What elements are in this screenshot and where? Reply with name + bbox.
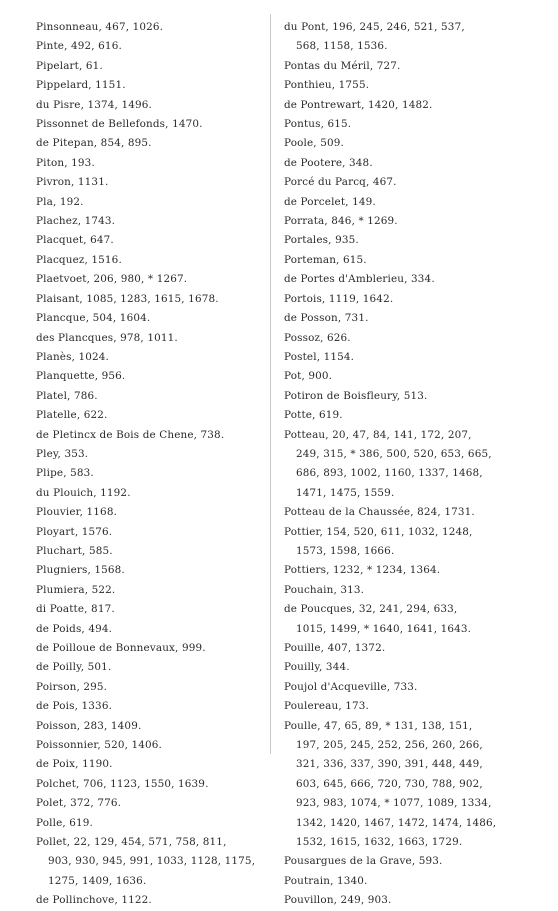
index-entry (284, 134, 544, 153)
index-entry-continuation: 1471, 1475, 1559. (296, 486, 395, 499)
index-entry (36, 387, 264, 406)
index-entry (36, 96, 264, 115)
index-entry-text: Potte, 619. (284, 409, 343, 422)
index-entry-text: de Pollinchove, 1122. (36, 894, 152, 907)
index-entry (284, 115, 544, 134)
index-entry (36, 523, 264, 542)
column-divider (270, 14, 271, 754)
index-entry (36, 193, 264, 212)
index-entry-text: du Pisre, 1374, 1496. (36, 98, 152, 111)
index-entry-text: Ponthieu, 1755. (284, 79, 370, 92)
index-entry (36, 115, 264, 134)
index-entry-continuation: 197, 205, 245, 252, 256, 260, 266, (296, 739, 483, 752)
index-entry-text: Poutrain, 1340. (284, 874, 368, 887)
index-entry (284, 193, 544, 212)
index-entry-text: de Pitepan, 854, 895. (36, 137, 152, 150)
index-entry-text: Pley, 353. (36, 447, 89, 460)
index-entry (36, 37, 264, 56)
index-entry-text: Potteau de la Chaussée, 824, 1731. (284, 506, 475, 519)
index-entry-text: Planès, 1024. (36, 350, 109, 363)
index-entry-text: de Poix, 1190. (36, 758, 113, 771)
index-entry (284, 503, 544, 522)
index-entry (284, 57, 544, 76)
index-entry (36, 794, 264, 813)
index-entry-text: de Pontrewart, 1420, 1482. (284, 98, 433, 111)
index-entry-text: de Poilly, 501. (36, 661, 112, 674)
index-entry (36, 348, 264, 367)
index-entry-text: Poisson, 283, 1409. (36, 719, 142, 732)
index-entry-text: Placquez, 1516. (36, 253, 122, 266)
index-entry-text: Pivron, 1131. (36, 176, 109, 189)
index-entry (36, 367, 264, 386)
index-entry-text: Pippelard, 1151. (36, 79, 126, 92)
index-entry-text: du Pont, 196, 245, 246, 521, 537, (284, 21, 465, 33)
index-entry (36, 309, 264, 328)
index-entry (284, 561, 544, 580)
index-entry-text: de Poucques, 32, 241, 294, 633, (284, 603, 458, 616)
index-entry (36, 329, 264, 348)
index-entry (36, 270, 264, 289)
index-entry-text: du Plouich, 1192. (36, 486, 131, 499)
index-entry-text: Pissonnet de Bellefonds, 1470. (36, 118, 203, 131)
index-entry-text: Plipe, 583. (36, 467, 94, 480)
index-entry-continuation: 686, 893, 1002, 1160, 1337, 1468, (296, 467, 483, 480)
index-entry (36, 561, 264, 580)
index-entry-text: Pollet, 22, 129, 454, 571, 758, 811, (36, 836, 227, 849)
index-entry-text: de Pletincx de Bois de Chene, 738. (36, 428, 225, 441)
index-entry-text: de Poilloue de Bonnevaux, 999. (36, 642, 206, 654)
index-entry (284, 852, 544, 871)
index-entry-text: Plachez, 1743. (36, 215, 116, 228)
index-entry (36, 406, 264, 425)
index-entry-text: Poujol d'Acqueville, 733. (284, 680, 418, 693)
index-entry (284, 270, 544, 289)
index-entry (36, 212, 264, 231)
index-entry-continuation: 568, 1158, 1536. (296, 40, 388, 53)
index-entry-text: Pontas du Méril, 727. (284, 59, 401, 72)
index-entry (36, 697, 264, 716)
index-entry-text: Pontus, 615. (284, 118, 352, 131)
index-entry (36, 173, 264, 192)
index-entry-text: Platelle, 622. (36, 409, 108, 422)
index-entry (36, 755, 264, 774)
index-entry (36, 814, 264, 833)
index-entry-text: Pinsonneau, 467, 1026. (36, 21, 164, 33)
index-entry-text: Pottier, 154, 520, 611, 1032, 1248, (284, 525, 473, 538)
index-entry (284, 678, 544, 697)
index-entry-text: Pottiers, 1232, * 1234, 1364. (284, 564, 441, 577)
index-entry (284, 18, 544, 57)
index-entry (284, 96, 544, 115)
index-entry-text: Pluchart, 585. (36, 544, 113, 557)
index-entry-text: Poole, 509. (284, 137, 344, 150)
index-entry-text: Planquette, 956. (36, 370, 126, 383)
index-entry (284, 872, 544, 891)
index-entry-text: di Poatte, 817. (36, 603, 115, 616)
index-entry (36, 620, 264, 639)
index-entry (36, 678, 264, 697)
index-entry-text: Portales, 935. (284, 234, 359, 247)
index-entry-text: Polet, 372, 776. (36, 797, 122, 810)
index-entry (284, 697, 544, 716)
index-entry-text: Plaisant, 1085, 1283, 1615, 1678. (36, 292, 219, 305)
index-entry-text: Pla, 192. (36, 195, 84, 208)
index-entry-continuation: 249, 315, * 386, 500, 520, 653, 665, (296, 447, 492, 460)
index-entry-text: Piton, 193. (36, 156, 95, 169)
index-entry (36, 639, 264, 658)
index-entry-text: de Pootere, 348. (284, 156, 373, 169)
index-entry-text: des Plancques, 978, 1011. (36, 331, 178, 344)
index-entry (36, 600, 264, 619)
index-entry (284, 231, 544, 250)
index-entry-text: Poissonnier, 520, 1406. (36, 739, 162, 752)
index-entry (36, 57, 264, 76)
index-entry (36, 154, 264, 173)
index-entry (36, 426, 264, 445)
index-entry (36, 484, 264, 503)
index-entry (284, 581, 544, 600)
index-entry-text: Pot, 900. (284, 370, 333, 383)
index-entry-text: Placquet, 647. (36, 234, 114, 247)
index-column-right (284, 18, 544, 911)
index-entry (36, 231, 264, 250)
index-entry-text: Platel, 786. (36, 389, 98, 402)
index-entry-continuation: 1532, 1615, 1632, 1663, 1729. (296, 836, 463, 849)
index-entry-text: Plugniers, 1568. (36, 564, 125, 577)
index-entry-continuation: 903, 930, 945, 991, 1033, 1128, 1175, (48, 855, 256, 868)
index-entry (36, 542, 264, 561)
index-entry-text: Pouchain, 313. (284, 583, 365, 596)
index-entry-text: de Portes d'Amblerieu, 334. (284, 273, 435, 286)
index-entry (284, 212, 544, 231)
index-entry (36, 464, 264, 483)
index-entry (36, 18, 264, 37)
index-entry-text: Pipelart, 61. (36, 59, 103, 72)
index-entry-text: Plaetvoet, 206, 980, * 1267. (36, 273, 188, 286)
index-entry-continuation: 1275, 1409, 1636. (48, 874, 147, 887)
index-entry (284, 406, 544, 425)
index-entry-text: Polchet, 706, 1123, 1550, 1639. (36, 777, 209, 790)
index-entry-text: Polle, 619. (36, 816, 94, 829)
index-entry-text: Poulereau, 173. (284, 700, 369, 713)
index-entry (284, 600, 544, 639)
index-entry (36, 833, 264, 891)
index-entry-text: Poirson, 295. (36, 680, 108, 693)
index-entry-continuation: 321, 336, 337, 390, 391, 448, 449, (296, 758, 483, 771)
index-entry-text: de Posson, 731. (284, 312, 369, 325)
index-entry (284, 658, 544, 677)
index-entry-continuation: 603, 645, 666, 720, 730, 788, 902, (296, 777, 483, 790)
index-entry (284, 76, 544, 95)
index-entry (284, 290, 544, 309)
index-entry-text: Ployart, 1576. (36, 525, 113, 538)
index-entry (36, 134, 264, 153)
index-entry (284, 717, 544, 853)
index-entry (284, 426, 544, 504)
index-entry (36, 581, 264, 600)
index-entry-text: Plancque, 504, 1604. (36, 312, 151, 325)
index-entry (284, 387, 544, 406)
index-entry-text: Plumiera, 522. (36, 583, 116, 596)
index-entry-text: Possoz, 626. (284, 331, 351, 344)
index-entry-continuation: 1573, 1598, 1666. (296, 544, 395, 557)
index-entry (284, 173, 544, 192)
index-entry (284, 251, 544, 270)
index-entry (284, 309, 544, 328)
index-entry (36, 717, 264, 736)
index-entry-text: Poulle, 47, 65, 89, * 131, 138, 151, (284, 719, 473, 732)
index-entry (284, 639, 544, 658)
index-entry (36, 251, 264, 270)
index-entry (284, 523, 544, 562)
index-entry-text: Porrata, 846, * 1269. (284, 215, 398, 228)
index-entry-text: Potteau, 20, 47, 84, 141, 172, 207, (284, 428, 472, 441)
index-entry-text: Pouille, 407, 1372. (284, 642, 386, 654)
index-entry-continuation: 923, 983, 1074, * 1077, 1089, 1334, (296, 797, 492, 810)
index-entry-text: Pousargues de la Grave, 593. (284, 855, 443, 868)
index-entry-text: Potiron de Boisfleury, 513. (284, 389, 428, 402)
index-entry-text: de Porcelet, 149. (284, 195, 376, 208)
index-entry (36, 658, 264, 677)
index-entry (284, 348, 544, 367)
index-entry (36, 76, 264, 95)
index-entry-text: Portois, 1119, 1642. (284, 292, 394, 305)
index-entry (284, 154, 544, 173)
index-entry-text: de Poids, 494. (36, 622, 113, 635)
index-entry-continuation: 1342, 1420, 1467, 1472, 1474, 1486, (296, 816, 497, 829)
index-entry-text: Porteman, 615. (284, 253, 367, 266)
index-entry (284, 329, 544, 348)
index-entry (284, 891, 544, 910)
index-entry-text: Porcé du Parcq, 467. (284, 176, 397, 189)
index-entry (36, 445, 264, 464)
index-entry (36, 736, 264, 755)
index-entry-text: Pouvillon, 249, 903. (284, 894, 392, 907)
index-entry-text: Plouvier, 1168. (36, 506, 118, 519)
index-entry-text: de Pois, 1336. (36, 700, 113, 713)
index-entry (284, 367, 544, 386)
index-entry-text: Pinte, 492, 616. (36, 40, 122, 53)
index-entry-continuation: 1015, 1499, * 1640, 1641, 1643. (296, 622, 472, 635)
index-entry-text: Pouilly, 344. (284, 661, 350, 674)
index-column-left (36, 18, 264, 911)
index-entry (36, 503, 264, 522)
index-entry-text: Postel, 1154. (284, 350, 355, 363)
index-entry (36, 775, 264, 794)
index-entry (36, 891, 264, 910)
index-entry (36, 290, 264, 309)
